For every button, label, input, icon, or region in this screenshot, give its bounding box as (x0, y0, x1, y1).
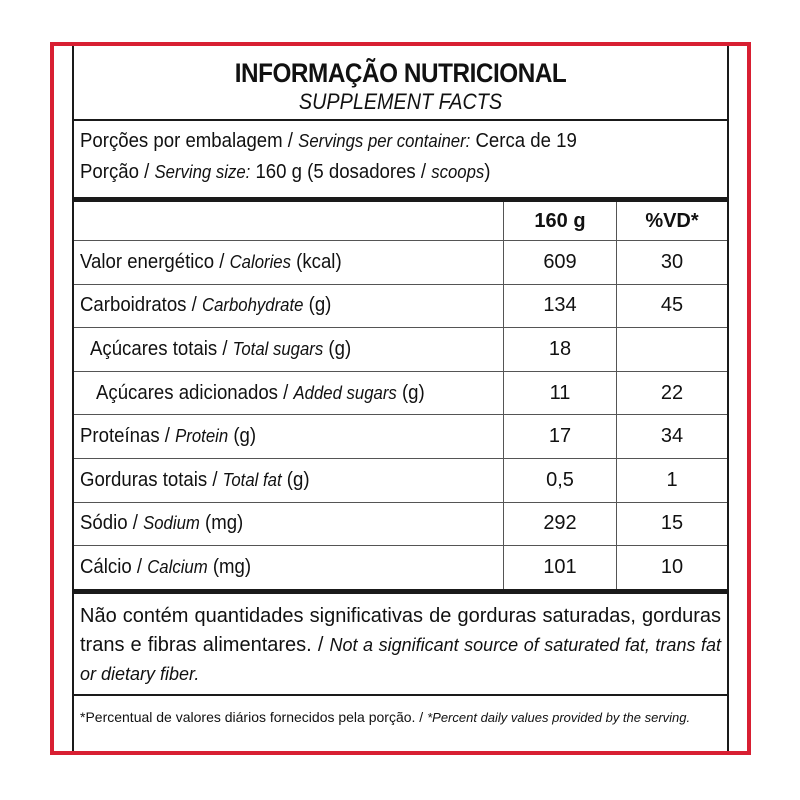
nutrition-panel (72, 46, 729, 751)
nutrient-table (74, 202, 727, 589)
table-row: Açúcares adicionados / Added sugars (g) 11 22 (74, 371, 727, 415)
servings-per-container: Porções por embalagem / Servings per container: Cerca de 19 (80, 130, 577, 152)
table-row: Proteínas / Protein (g) 17 34 (74, 415, 727, 459)
serving-size: Porção / Serving size: 160 g (5 dosadores / scoops) (80, 161, 491, 183)
footnote-text: *Percentual de valores diários fornecidos pela porção. / *Percent daily values provided by the serving. (80, 708, 691, 725)
table-row: Açúcares totais / Total sugars (g) 18 (74, 328, 727, 372)
table-row: Valor energético / Calories (kcal) 609 30 (74, 241, 727, 285)
table-row: Carboidratos / Carbohydrate (g) 134 45 (74, 284, 727, 328)
panel-subtitle: SUPPLEMENT FACTS (298, 89, 503, 114)
table-row: Cálcio / Calcium (mg) 101 10 (74, 546, 727, 589)
column-header-dv: %VD* (617, 202, 728, 241)
title-block (74, 46, 727, 119)
disclaimer-text: Não contém quantidades significativas de gorduras saturadas, gorduras trans e fibras alimentares. / Not a significant source of saturated fat, trans fat or dietary fiber. (80, 604, 722, 684)
table-header-row (74, 202, 727, 241)
table-row: Sódio / Sodium (mg) 292 15 (74, 502, 727, 546)
label-frame (50, 42, 751, 755)
serving-info (74, 121, 727, 197)
column-header-amount: 160 g (504, 202, 617, 241)
panel-title: INFORMAÇÃO NUTRICIONAL (234, 58, 567, 88)
table-row: Gorduras totais / Total fat (g) 0,5 1 (74, 458, 727, 502)
